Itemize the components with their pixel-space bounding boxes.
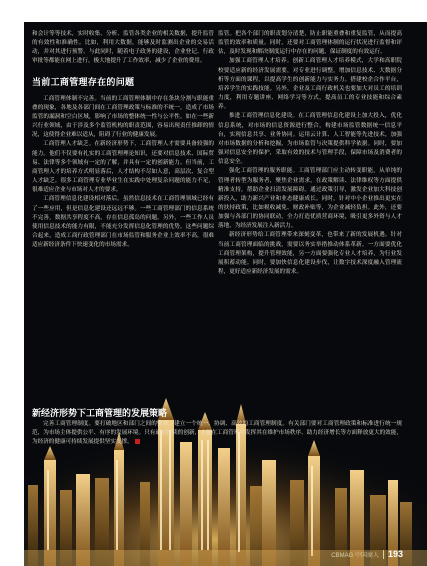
paragraph-talent: 工商管理人才缺乏。在新经济形势下，工商管理人才需要具备较强的能力。他们不仅要有扎实的工商管理理论知识，还要对信息技术、国际贸易、法律等多个领域有一定的了解，并具有一定的创新能力。但当前，工商管理人才的培养方式明显落后，人才结构不尽如人意，高层次、复合型人才缺乏。很多工商管理专业毕业生在实践中处理复杂问题的能力不足，很难适应企业与市场对人才的要求。 bbox=[32, 141, 214, 194]
paragraph-conclusion: 新经济形势给工商管理带来深刻变革，也带来了新的发展机遇。针对当前工商管理面临的挑战，需要以务实举措推动体系革新。一方面要优化工商管理架构，提升管理效能，另一方面要强化专业人才培养，为行业发展积蓄动能。同时，要加快信息化建设步伐，让数字技术深度融入管理流程，更好适应新经济发展的需求。 bbox=[218, 232, 402, 276]
footer-divider bbox=[383, 550, 384, 559]
page-footer bbox=[331, 548, 403, 560]
left-column bbox=[32, 30, 214, 250]
right-column bbox=[218, 30, 402, 277]
bottom-text-block bbox=[32, 420, 402, 447]
left-margin bbox=[0, 0, 24, 566]
paragraph-supervision: 监管。把各个部门的职责划分清楚，防止职能重叠和重复监管，从而提高监管的效率和质量。同时，还要对工商管理体制的运行状况进行监督和评估，及时发现和解决制度运行中存在的问题，保证制度的有效运行。 bbox=[218, 31, 402, 56]
paragraph-system: 工商管理体制不完善。当前的工商管理体制中存在条块分割与职能重叠的现象，各地及各部门间在工商管理政策与标准的不统一，造成了市场监管的漏洞和空白区域，影响了市场的整体统一性与公平性。如在一些新兴行业领域，由于涉及多个监管机构的职责范围，容易出现责任推卸的情况，这使得企业难以适从，阻碍了行业的健康发展。 bbox=[32, 95, 214, 139]
paragraph-informatization: 工商管理信息化建设相对落后。虽然信息技术在工商管理领域已经有了一些应用，但是信息化建设还远远不够。一些工商管理部门的信息系统不完善，数据共享程度不高，存在信息孤岛的问题。另外，一些工作人员使用信息技术的能力有限，不能充分发挥信息化管理的优势。这些问题综合起来，造成工商行政管理部门在市场监管和服务企业上效率不高，很难适应新经济条件下快速变化的市场需求。 bbox=[32, 196, 214, 249]
paragraph-info-construction: 推进工商管理信息化建设。在工商管理信息化建设上加大投入，优化信息系统，对市场的信息资源进行整合，构建市场监管数据统一信息平台，实现信息共享、业务协同。运用云计算、人工智能等先进技术，加强对市场数据的分析和挖掘，为市场监管与决策提供科学依据。同时，要加强对信息安全的保护，采取有效的技术与管理手段，保障市场及消费者的信息安全。 bbox=[218, 113, 402, 166]
section-heading-problems: 当前工商管理存在的问题 bbox=[32, 77, 135, 88]
paragraph-service-function: 强化工商管理的服务职能。工商管理部门应主动转变职能，从单纯的管理者转型为服务者，聚焦企业需求，在政策解读、法律维权等方面提供精准支持，帮助企业扫清发展障碍。通过政策引导，激发企业加大科技创新投入，助力新兴产业和业态健康成长。同时，针对中小企业推出更实在的扶持政策，比如税收减免、财政补贴等，为企业减轻负担。此外，还要加强与各部门的协同联动，全力打造优质营商环境，吸引更多外资与人才落地，为经济发展注入新活力。 bbox=[218, 168, 402, 230]
end-of-article-mark bbox=[135, 439, 140, 444]
top-margin bbox=[0, 0, 427, 22]
magazine-brand: CBMAG 中国商人 bbox=[331, 552, 379, 559]
intro-paragraph: 和会计等等技术，实时收集、分析、监管各类企业的相关数据，提升监管的有效性和准确性。比如，利用大数据，能够及时监测出企业的交易活动，并对其进行预警。与此同时，随着电子政务的建设，企业登记、行政审批等都能在网上进行，极大地提升了工作效率，减少了企业的费用。 bbox=[32, 31, 214, 65]
section-heading-strategies: 新经济形势下工商管理的发展策略 bbox=[32, 409, 168, 419]
paragraph-talent-training: 加强工商管理人才培养。创新工商管理人才培养模式，大学和高职院校要适应新的经济发展需要，对专业进行调整，增加信息技术、大数据分析等方面的课程，以提高学生的创新能力与实务力。搭建校企合作平台，培养学生的实践技能。另外，企业及工商行政机关也要加大对员工的培训力度，利用专题讲座、网络学习等方式，提高员工的专业技能和综合素养。 bbox=[218, 58, 402, 111]
page-number: 193 bbox=[387, 549, 403, 559]
paragraph-improve-system: 完善工商管理制度。要打破地区和部门之间的壁垒，建立一个统一、协调、高效的工商管理制度。有关部门要对工商管理政策和标准进行统一规范，为市场主体提供公平、有序的发展环境。只有通过持续的创新，才能在工商管理中发挥其在维护市场秩序、助力经济增长等方面释放更大的效能，为经济的健康可持续发展提供坚实支撑。 bbox=[32, 421, 402, 446]
